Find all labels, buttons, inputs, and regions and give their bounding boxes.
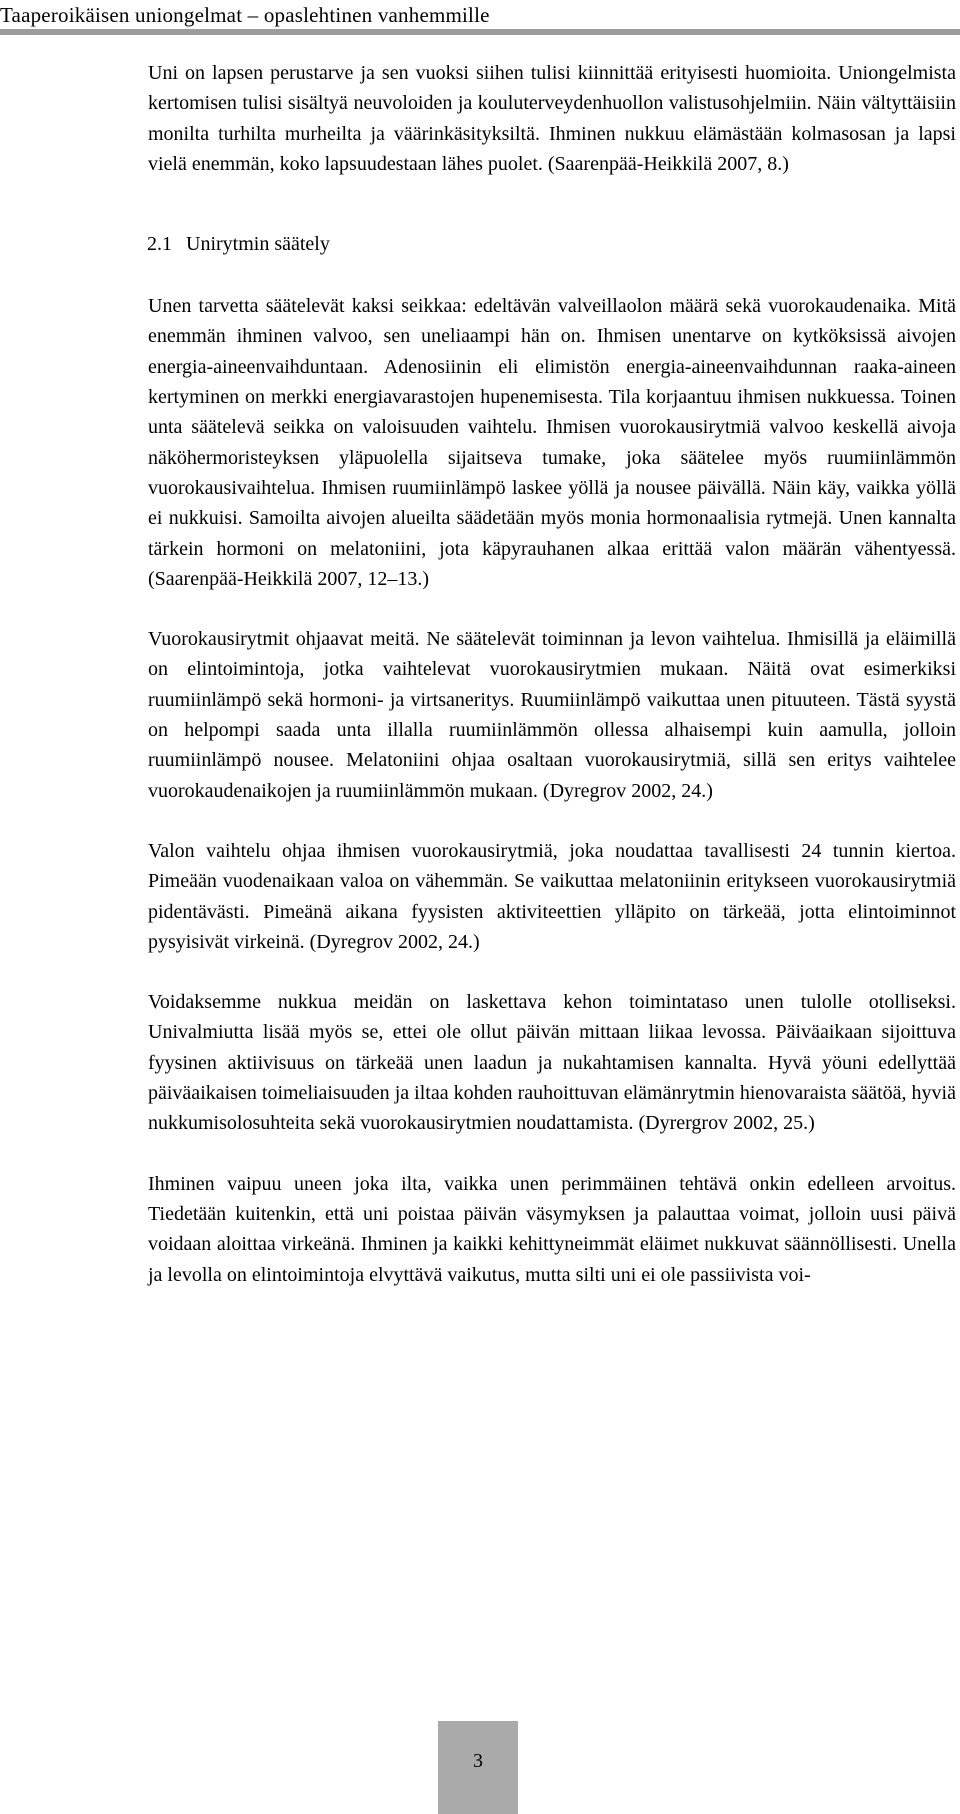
paragraph: Ihminen vaipuu uneen joka ilta, vaikka unen perimmäinen tehtävä onkin edelleen arvoitus. Tiedetään kuitenkin, että uni poistaa päivän väsymyksen ja palauttaa voimat, jolloin uusi päivä voidaan aloittaa virkeänä. Ihminen ja kaikki kehittyneimmät eläimet nukkuvat säännöllisesti. Unella ja levolla on elintoimintoja elvyttävä vaikutus, mutta silti uni ei ole passiivista voi- [148,1172,956,1286]
page-number: 3 [473,1750,483,1772]
paragraph: Voidaksemme nukkua meidän on laskettava kehon toimintataso unen tulolle otolliseksi. Univalmiutta lisää myös se, ettei ole ollut päivän mittaan liikaa levossa. Päiväaikaan sijoittuva fyysinen aktiivisuus on tärkeää unen laadun ja nukahtamisen kannalta. Hyvä yöuni edellyttää päiväaikaisen toimeliaisuuden ja iltaa kohden rauhoittuvan elämänrytmin hienovaraista säätöä, hyviä nukkumisolosuhteita sekä vuorokausirytmien noudattamista. (Dyrergrov 2002, 25.) [148,991,956,1135]
page-body [148,58,956,1290]
paragraph: Unen tarvetta säätelevät kaksi seikkaa: edeltävän valveillaolon määrä sekä vuorokaudenaika. Mitä enemmän ihminen valvoo, sen uneliaampi hän on. Ihmisen unentarve on kytköksissä aivojen energia-aineenvaihduntaan. Adenosiinin eli elimistön energia-aineenvaihdunnan raaka-aineen kertyminen on merkki energiavarastojen hupenemisesta. Tila korjaantuu ihmisen nukkuessa. Toinen unta säätelevä seikka on valoisuuden vaihtelu. Ihmisen vuorokausirytmiä valvoo keskellä aivoja näköhermoristeyksen yläpuolella sijaitseva tumake, joka säätelee myös ruumiinlämmön vuorokausivaihtelua. Ihmisen ruumiinlämpö laskee yöllä ja nousee päivällä. Näin käy, vaikka yöllä ei nukkuisi. Samoilta aivojen alueilta säädetään myös monia hormonaalisia rytmejä. Unen kannalta tärkein hormoni on melatoniini, jota käpyrauhanen alkaa erittää valon määrän vähentyessä. (Saarenpää-Heikkilä 2007, 12–13.) [148,295,956,590]
section-number: 2.1 [147,233,172,256]
section-content [148,291,956,1290]
paragraph: Vuorokausirytmit ohjaavat meitä. Ne säätelevät toiminnan ja levon vaihtelua. Ihmisillä ja eläimillä on elintoimintoja, jotka vaihtelevat vuorokausirytmien mukaan. Näitä ovat esimerkiksi ruumiinlämpö sekä hormoni- ja virtsaneritys. Ruumiinlämpö vaikuttaa unen pituuteen. Tästä syystä on helpompi saada unta illalla ruumiinlämmön ollessa alhaisempi kuin aamulla, jolloin ruumiinlämpö nousee. Melatoniini ohjaa osaltaan vuorokausirytmiä, sillä sen eritys vaihtelee vuorokaudenaikojen ja ruumiinlämmön mukaan. (Dyregrov 2002, 24.) [148,628,956,802]
header-rule [0,29,960,35]
section-title: Unirytmin säätely [186,233,330,256]
page-number-box [438,1721,518,1814]
section-heading [147,229,956,259]
header-title: Taaperoikäisen uniongelmat – opaslehtinen vanhemmille [0,3,490,27]
intro-paragraph: Uni on lapsen perustarve ja sen vuoksi siihen tulisi kiinnittää erityisesti huomioita. Uniongelmista kertomisen tulisi sisältyä neuvoloiden ja kouluterveydenhuollon valistusohjelmiin. Näin vältyttäisiin monilta turhilta murheilta ja väärinkäsityksiltä. Ihminen nukkuu elämästään kolmasosan ja lapsi vielä enemmän, koko lapsuudestaan lähes puolet. (Saarenpää-Heikkilä 2007, 8.) [148,62,956,175]
running-header [0,0,960,36]
paragraph: Valon vaihtelu ohjaa ihmisen vuorokausirytmiä, joka noudattaa tavallisesti 24 tunnin kiertoa. Pimeään vuodenaikaan valoa on vähemmän. Se vaikuttaa melatoniinin eritykseen vuorokausirytmiä pidentävästi. Pimeänä aikana fyysisten aktiviteettien ylläpito on tärkeää, jotta elintoiminnot pysyisivät virkeinä. (Dyregrov 2002, 24.) [148,839,956,953]
